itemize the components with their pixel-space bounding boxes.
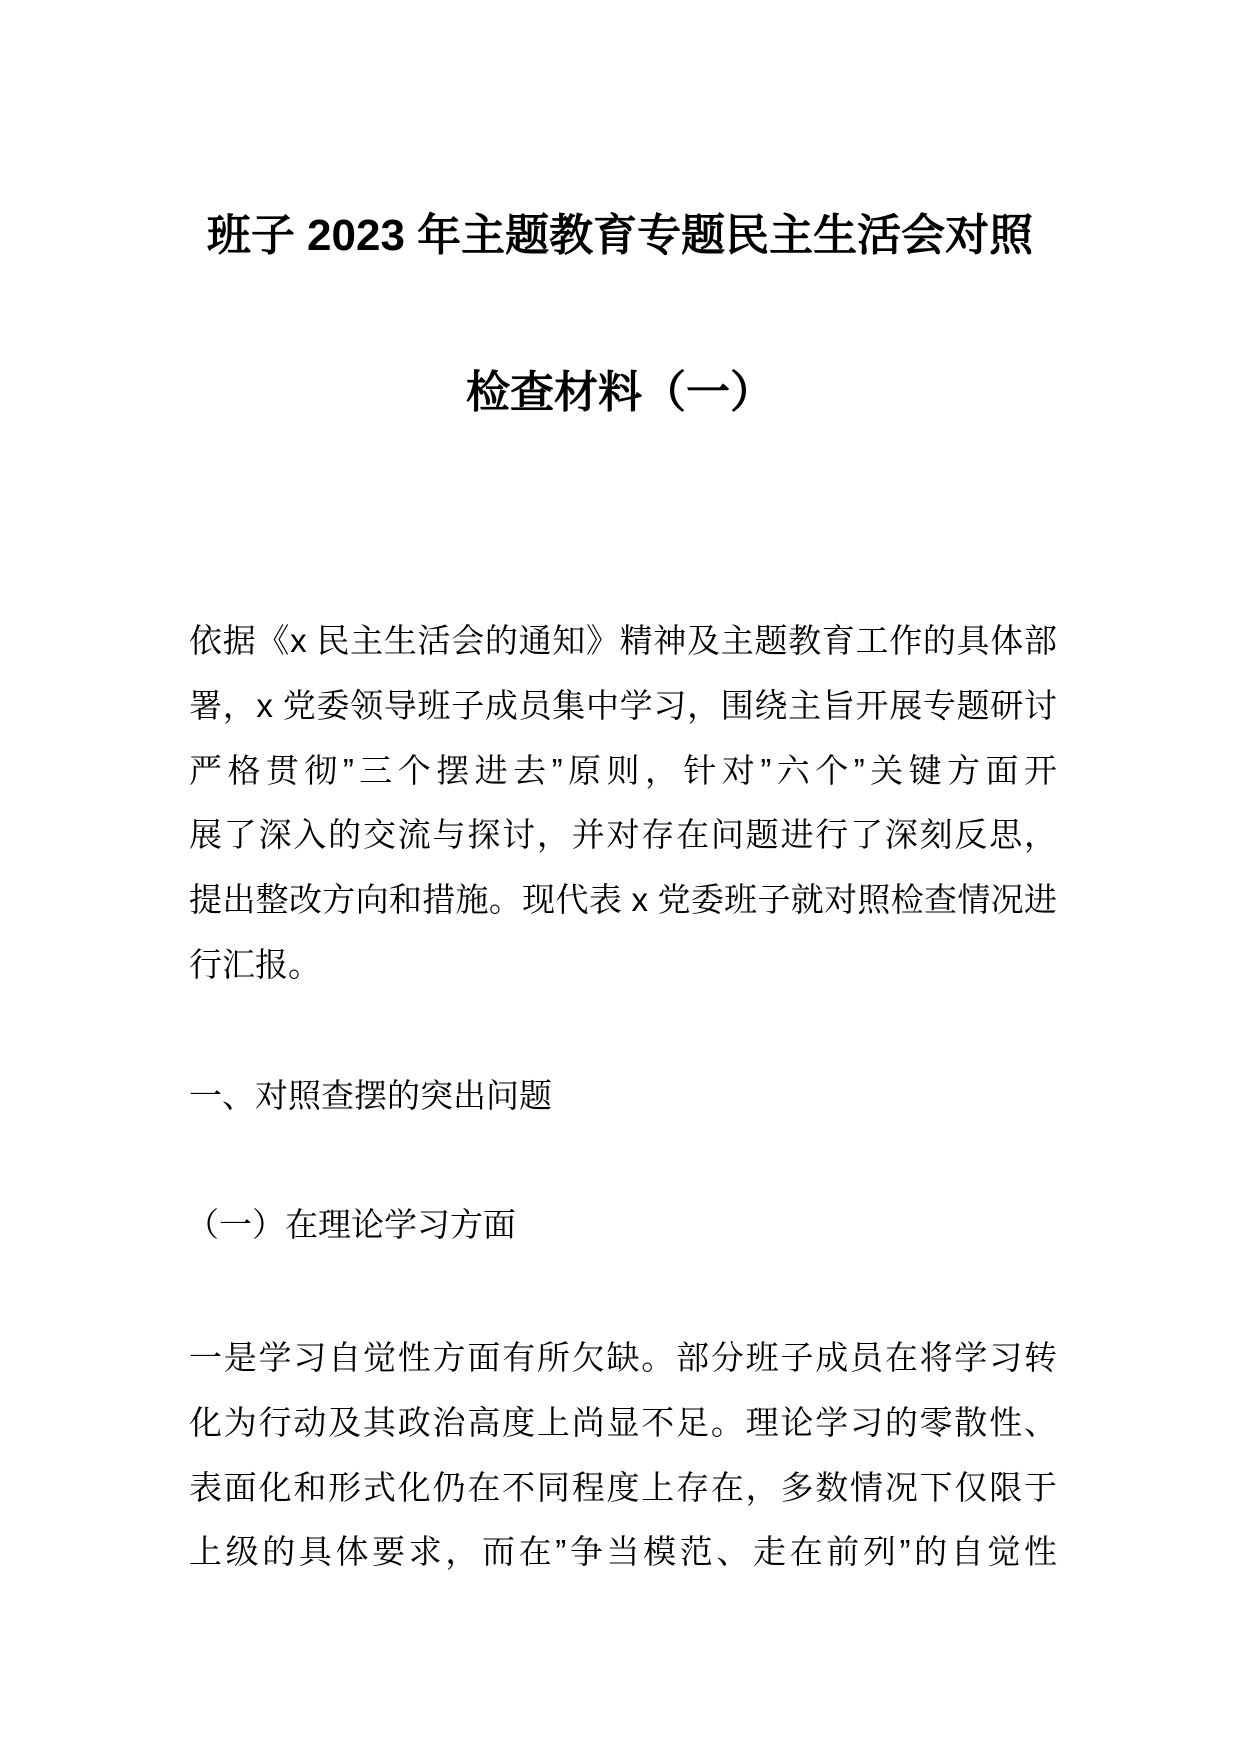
section-heading: 一、对照查摆的突出问题 <box>189 1077 552 1114</box>
body-paragraph-line: 化为行动及其政治高度上尚显不足。理论学习的零散性、 <box>189 1403 1057 1441</box>
intro-paragraph-line: 行汇报。 <box>189 945 321 983</box>
intro-paragraph <box>189 609 1057 998</box>
body-paragraph-line: 上级的具体要求，而在”争当模范、走在前列”的自觉性 <box>189 1533 1057 1571</box>
body-paragraph-line: 一是学习自觉性方面有所欠缺。部分班子成员在将学习转 <box>189 1339 1057 1376</box>
document-title-line-1: 班子 2023 年主题教育专题民主生活会对照 <box>206 211 1034 260</box>
document-title-line-2: 检查材料（一） <box>466 368 774 417</box>
body-paragraph-line: 表面化和形式化仍在不同程度上存在，多数情况下仅限于 <box>189 1468 1057 1506</box>
intro-paragraph-line: 署，x 党委领导班子成员集中学习，围绕主旨开展专题研讨 <box>189 686 1057 724</box>
intro-paragraph-line: 依据《x 民主生活会的通知》精神及主题教育工作的具体部 <box>189 622 1057 659</box>
intro-paragraph-line: 提出整改方向和措施。现代表 x 党委班子就对照检查情况进 <box>189 881 1057 919</box>
intro-paragraph-line: 严格贯彻”三个摆进去”原则，针对”六个”关键方面开 <box>189 751 1057 789</box>
intro-paragraph-line: 展了深入的交流与探讨，并对存在问题进行了深刻反思， <box>189 816 1057 854</box>
body-paragraph <box>189 1326 1057 1585</box>
subsection-heading: （一）在理论学习方面 <box>186 1206 516 1243</box>
